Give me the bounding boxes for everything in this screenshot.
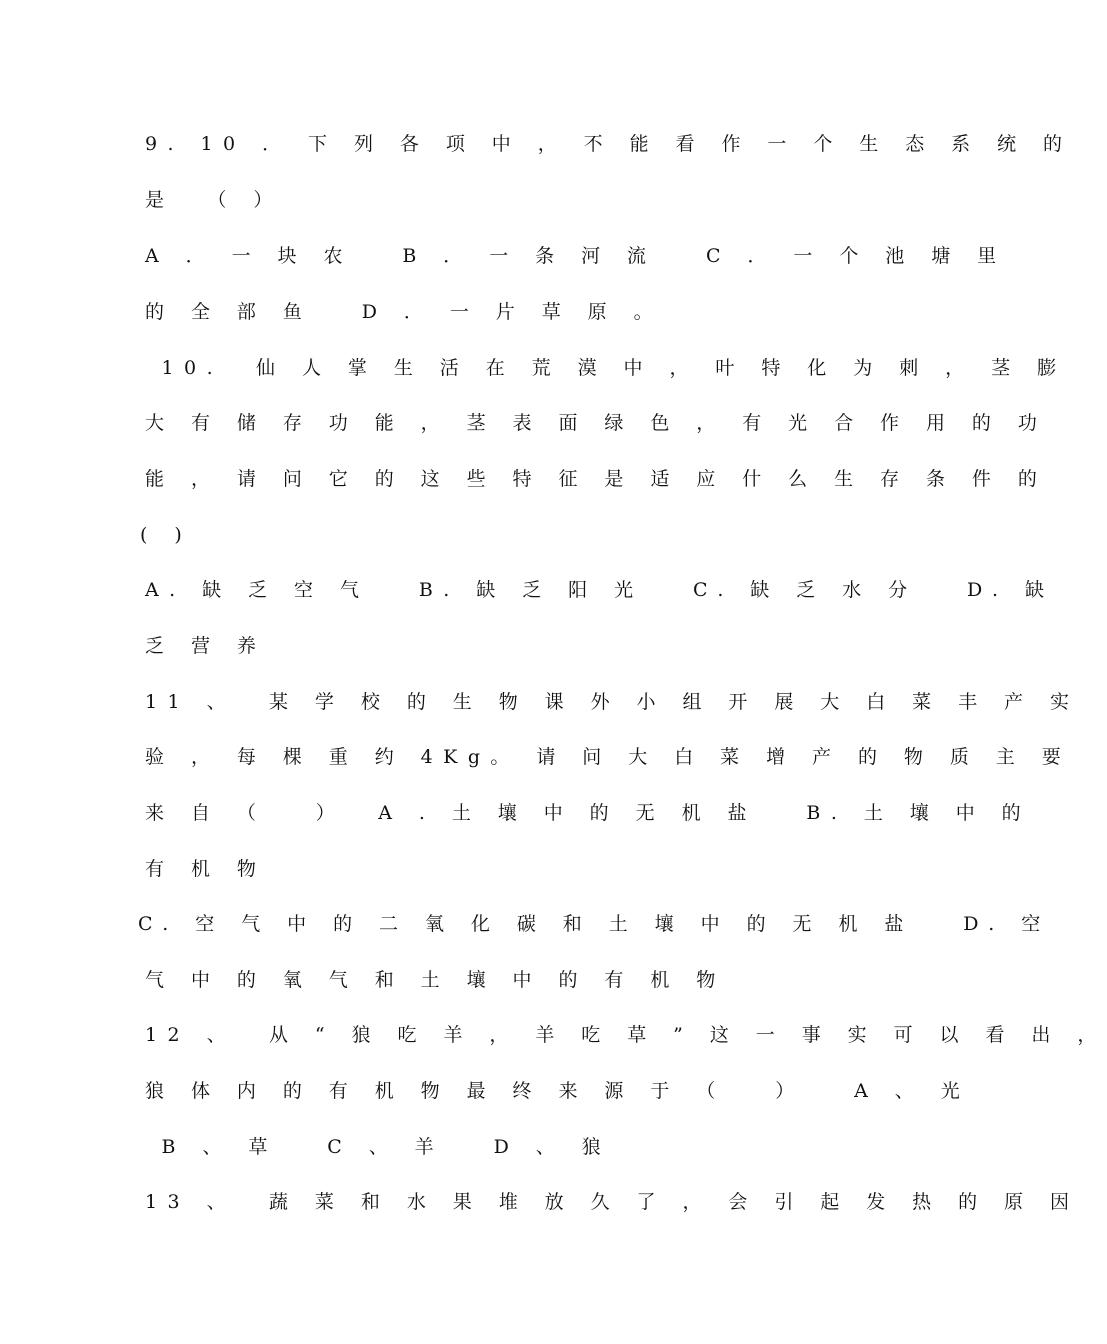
question-10-line-3: 能 ， 请 问 它 的 这 些 特 征 是 适 应 什 么 生 存 条 件 的 — [145, 468, 1048, 490]
question-10-line-2: 大 有 储 存 功 能 ， 茎 表 面 绿 色 ， 有 光 合 作 用 的 功 — [145, 412, 1048, 434]
question-11-line-2: 验 ， 每 棵 重 约 4Kg。 请 问 大 白 菜 增 产 的 物 质 主 要 — [145, 746, 1072, 768]
question-11-options-line-1: C. 空 气 中 的 二 氧 化 碳 和 土 壤 中 的 无 机 盐 D. 空 — [138, 913, 1051, 935]
question-11-line-1: 11 、 某 学 校 的 生 物 课 外 小 组 开 展 大 白 菜 丰 产 实 — [145, 691, 1080, 713]
question-10-options-line-2: 乏 营 养 — [145, 635, 267, 657]
question-12-line-2: 狼 体 内 的 有 机 物 最 终 来 源 于 （ ） A 、 光 — [145, 1080, 971, 1102]
question-9-line-1: 9. 10 ． 下 列 各 项 中 ， 不 能 看 作 一 个 生 态 系 统 的 — [145, 133, 1073, 155]
question-11-options-line-2: 气 中 的 氧 气 和 土 壤 中 的 有 机 物 — [145, 969, 726, 991]
question-9-options-line-2: 的 全 部 鱼 D ． 一 片 草 原 。 — [145, 301, 664, 323]
question-12-options: B 、 草 C 、 羊 D 、 狼 — [145, 1136, 612, 1158]
question-10-line-4: ( ) — [140, 524, 193, 546]
question-12-line-1: 12 、 从 “ 狼 吃 羊 ， 羊 吃 草 ” 这 一 事 实 可 以 看 出 ， — [145, 1024, 1107, 1046]
question-11-line-3: 来 自 （ ） A . 土 壤 中 的 无 机 盐 B. 土 壤 中 的 — [145, 802, 1032, 824]
question-11-line-4: 有 机 物 — [145, 858, 267, 880]
question-10-line-1: 10. 仙 人 掌 生 活 在 荒 漠 中 ， 叶 特 化 为 刺 ， 茎 膨 — [145, 357, 1067, 379]
question-9-line-2: 是 （ ） — [145, 189, 283, 211]
question-10-options-line-1: A. 缺 乏 空 气 B. 缺 乏 阳 光 C. 缺 乏 水 分 D. 缺 — [145, 579, 1055, 601]
question-9-options-line-1: A ． 一 块 农 B ． 一 条 河 流 C ． 一 个 池 塘 里 — [145, 245, 1007, 267]
question-13-line-1: 13 、 蔬 菜 和 水 果 堆 放 久 了 ， 会 引 起 发 热 的 原 因 — [145, 1191, 1080, 1213]
